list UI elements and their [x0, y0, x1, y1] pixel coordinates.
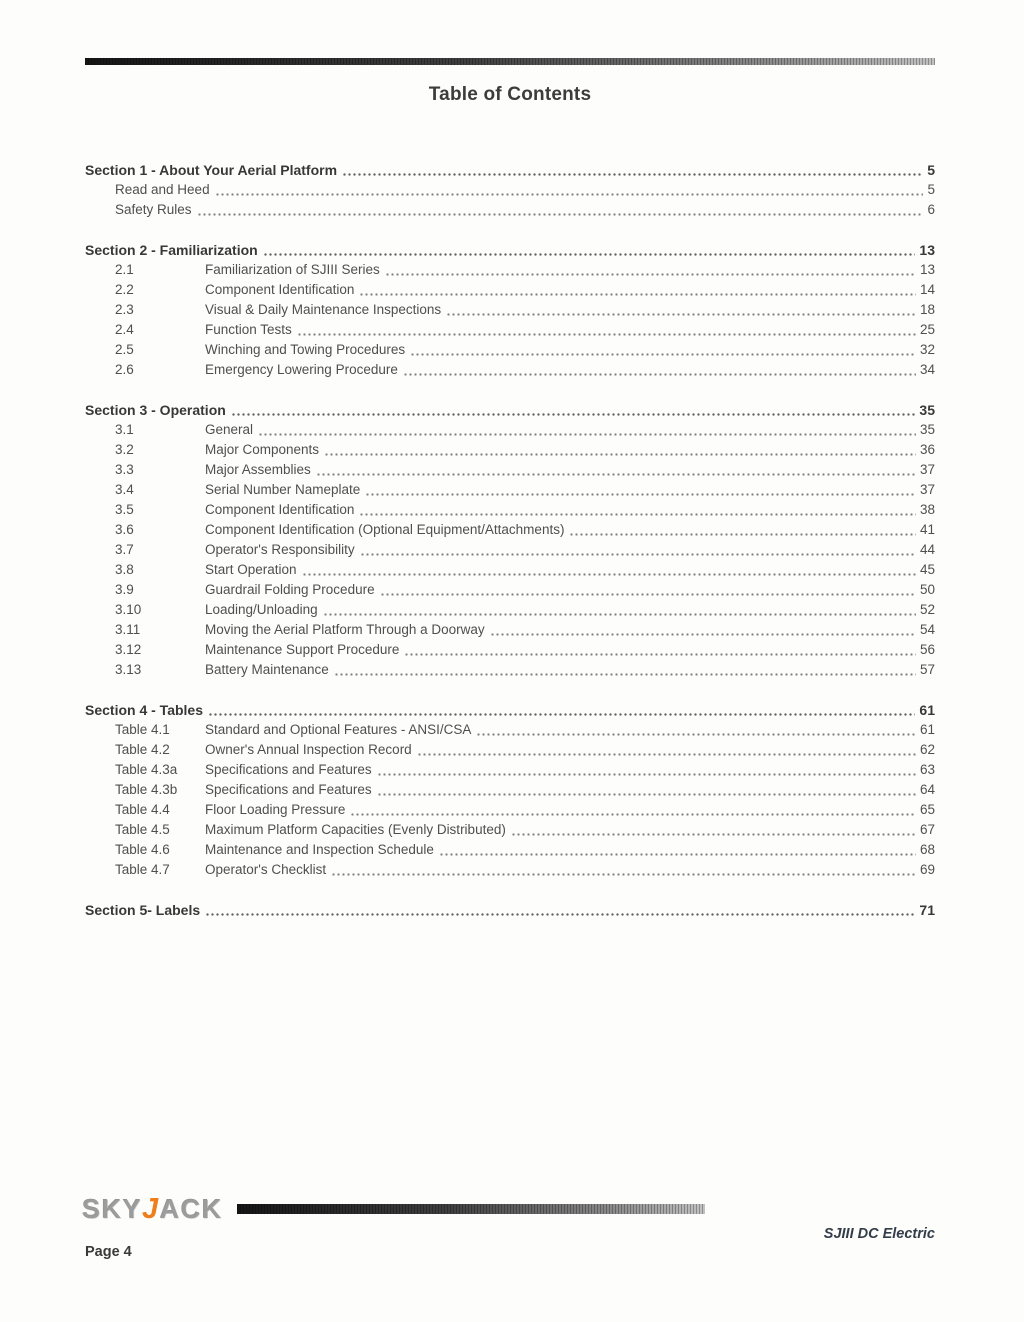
toc-entry-page: 37 [919, 482, 935, 497]
toc-entry-page: 67 [919, 822, 935, 837]
dot-leader [331, 871, 916, 877]
dot-leader [410, 351, 916, 357]
toc-entry [85, 320, 935, 340]
dot-leader [365, 491, 916, 497]
toc-entry-label: Operator's Checklist [205, 862, 327, 877]
toc-entry-label: Component Identification (Optional Equipment/Attachments) [205, 522, 565, 537]
toc-entry [85, 660, 935, 680]
toc-entry-page: 69 [919, 862, 935, 877]
dot-leader [569, 531, 916, 537]
toc-entry [85, 300, 935, 320]
dot-leader [377, 771, 916, 777]
top-divider [85, 58, 935, 65]
toc-entry-page: 62 [919, 742, 935, 757]
toc-entry-label: Emergency Lowering Procedure [205, 362, 398, 377]
page-title: Table of Contents [428, 84, 592, 105]
dot-leader [258, 431, 916, 437]
toc-entry-page: 32 [919, 342, 935, 357]
dot-leader [385, 271, 916, 277]
page-number-label: Page 4 [85, 1244, 132, 1260]
toc-heading-label: Section 4 - Tables [85, 702, 203, 718]
toc-entry [85, 360, 935, 380]
toc-entry-number: 3.3 [115, 462, 134, 477]
table-of-contents [85, 160, 935, 920]
toc-section [85, 400, 935, 680]
toc-entry-number: 2.6 [115, 362, 134, 377]
toc-entry [85, 200, 935, 220]
toc-entry [85, 620, 935, 640]
toc-entry-label: Moving the Aerial Platform Through a Doorway [205, 622, 485, 637]
toc-section-heading [85, 400, 935, 420]
skyjack-logo [82, 1194, 223, 1224]
toc-entry-number: 3.9 [115, 582, 134, 597]
toc-entry [85, 820, 935, 840]
toc-heading-page: 5 [927, 162, 935, 178]
dot-leader [323, 611, 916, 617]
toc-entry [85, 340, 935, 360]
toc-entry-label: Specifications and Features [205, 762, 372, 777]
toc-entry-number: 3.6 [115, 522, 134, 537]
toc-entry-label: Start Operation [205, 562, 297, 577]
toc-entry-page: 64 [919, 782, 935, 797]
toc-entry-page: 65 [919, 802, 935, 817]
toc-entry [85, 640, 935, 660]
dot-leader [359, 511, 916, 517]
toc-heading-label: Section 3 - Operation [85, 402, 226, 418]
dot-leader [417, 751, 916, 757]
dot-leader [359, 291, 916, 297]
toc-entry-page: 57 [919, 662, 935, 677]
toc-entry [85, 760, 935, 780]
toc-entry [85, 560, 935, 580]
toc-section-heading [85, 240, 935, 260]
toc-entry [85, 540, 935, 560]
logo-text-sky: SKY [82, 1194, 143, 1224]
toc-entry-label: Standard and Optional Features - ANSI/CSA [205, 722, 472, 737]
toc-entry-label: Floor Loading Pressure [205, 802, 346, 817]
toc-entry-label: General [205, 422, 254, 437]
toc-section-heading [85, 900, 935, 920]
toc-entry-label: Major Assemblies [205, 462, 311, 477]
toc-entry-label: Function Tests [205, 322, 292, 337]
toc-entry-number: Table 4.1 [115, 722, 170, 737]
toc-entry [85, 720, 935, 740]
toc-entry-label: Battery Maintenance [205, 662, 329, 677]
toc-entry-number: 2.1 [115, 262, 134, 277]
toc-entry [85, 480, 935, 500]
dot-leader [476, 731, 916, 737]
toc-entry-page: 5 [927, 182, 935, 197]
dot-leader [342, 171, 923, 177]
toc-section [85, 160, 935, 220]
dot-leader [263, 251, 916, 257]
toc-entry [85, 580, 935, 600]
toc-entry [85, 740, 935, 760]
toc-entry-label: Specifications and Features [205, 782, 372, 797]
toc-heading-page: 71 [919, 902, 935, 918]
dot-leader [511, 831, 916, 837]
toc-entry [85, 520, 935, 540]
toc-entry-number: 3.13 [115, 662, 142, 677]
toc-entry-label: Operator's Responsibility [205, 542, 355, 557]
toc-entry-page: 44 [919, 542, 935, 557]
toc-entry-label: Winching and Towing Procedures [205, 342, 406, 357]
toc-entry [85, 460, 935, 480]
toc-entry-label: Component Identification [205, 282, 355, 297]
toc-entry-label: Safety Rules [115, 202, 192, 217]
toc-entry-page: 34 [919, 362, 935, 377]
dot-leader [208, 711, 915, 717]
toc-entry-number: Table 4.6 [115, 842, 170, 857]
logo-accent-j: J [142, 1193, 160, 1225]
toc-entry [85, 600, 935, 620]
toc-entry-number: Table 4.4 [115, 802, 170, 817]
toc-entry-number: 3.11 [115, 622, 141, 637]
toc-entry-label: Maximum Platform Capacities (Evenly Distributed) [205, 822, 506, 837]
toc-entry-label: Read and Heed [115, 182, 210, 197]
toc-entry-label: Serial Number Nameplate [205, 482, 361, 497]
toc-entry-number: 3.7 [115, 542, 134, 557]
toc-heading-label: Section 5- Labels [85, 902, 201, 918]
toc-entry-label: Familiarization of SJIII Series [205, 262, 380, 277]
toc-entry-label: Owner's Annual Inspection Record [205, 742, 412, 757]
dot-leader [380, 591, 916, 597]
dot-leader [360, 551, 916, 557]
dot-leader [377, 791, 916, 797]
dot-leader [446, 311, 916, 317]
toc-entry [85, 500, 935, 520]
toc-entry-page: 63 [919, 762, 935, 777]
toc-section [85, 900, 935, 920]
toc-entry [85, 260, 935, 280]
toc-entry [85, 440, 935, 460]
logo-text-ack: ACK [159, 1194, 223, 1224]
toc-entry-number: Table 4.2 [115, 742, 170, 757]
toc-entry-number: 3.12 [115, 642, 142, 657]
toc-entry-label: Guardrail Folding Procedure [205, 582, 375, 597]
toc-entry-page: 38 [919, 502, 935, 517]
dot-leader [439, 851, 916, 857]
model-label: SJIII DC Electric [823, 1226, 935, 1242]
dot-leader [316, 471, 916, 477]
toc-entry-number: 2.3 [115, 302, 134, 317]
toc-entry-page: 52 [919, 602, 935, 617]
toc-section-heading [85, 160, 935, 180]
toc-entry-number: 3.5 [115, 502, 134, 517]
toc-entry [85, 280, 935, 300]
page-footer [82, 1194, 935, 1224]
toc-entry-page: 61 [919, 722, 935, 737]
toc-entry-page: 35 [919, 422, 935, 437]
toc-entry-number: 3.1 [115, 422, 134, 437]
dot-leader [297, 331, 916, 337]
dot-leader [334, 671, 916, 677]
dot-leader [302, 571, 916, 577]
toc-entry-number: Table 4.3b [115, 782, 178, 797]
toc-entry-label: Loading/Unloading [205, 602, 318, 617]
toc-entry-label: Major Components [205, 442, 320, 457]
dot-leader [490, 631, 916, 637]
toc-entry-number: 3.10 [115, 602, 142, 617]
toc-entry [85, 860, 935, 880]
toc-section-heading [85, 700, 935, 720]
toc-entry-page: 36 [919, 442, 935, 457]
toc-heading-label: Section 1 - About Your Aerial Platform [85, 162, 338, 178]
toc-entry-number: 2.4 [115, 322, 134, 337]
dot-leader [215, 191, 924, 197]
toc-entry-label: Component Identification [205, 502, 355, 517]
toc-section [85, 240, 935, 380]
toc-entry-page: 37 [919, 462, 935, 477]
toc-entry-page: 18 [919, 302, 935, 317]
toc-heading-page: 13 [919, 242, 935, 258]
dot-leader [324, 451, 916, 457]
toc-entry-page: 13 [919, 262, 935, 277]
dot-leader [404, 651, 916, 657]
dot-leader [231, 411, 916, 417]
toc-entry-number: 3.8 [115, 562, 134, 577]
toc-heading-page: 35 [919, 402, 935, 418]
dot-leader [205, 911, 915, 917]
toc-entry-number: Table 4.7 [115, 862, 170, 877]
dot-leader [403, 371, 916, 377]
toc-entry-number: 2.2 [115, 282, 134, 297]
toc-entry-label: Visual & Daily Maintenance Inspections [205, 302, 442, 317]
toc-heading-page: 61 [919, 702, 935, 718]
toc-entry [85, 840, 935, 860]
toc-entry [85, 780, 935, 800]
toc-entry-label: Maintenance Support Procedure [205, 642, 400, 657]
toc-entry-page: 14 [919, 282, 935, 297]
toc-entry-page: 54 [919, 622, 935, 637]
toc-heading-label: Section 2 - Familiarization [85, 242, 258, 258]
toc-entry-page: 25 [919, 322, 935, 337]
toc-entry-number: 3.4 [115, 482, 134, 497]
toc-entry-page: 68 [919, 842, 935, 857]
toc-entry-page: 6 [927, 202, 935, 217]
toc-section [85, 700, 935, 880]
toc-entry-page: 50 [919, 582, 935, 597]
toc-entry [85, 420, 935, 440]
toc-entry-number: Table 4.3a [115, 762, 178, 777]
toc-entry-number: Table 4.5 [115, 822, 170, 837]
toc-entry-label: Maintenance and Inspection Schedule [205, 842, 434, 857]
toc-entry-page: 45 [919, 562, 935, 577]
toc-entry-number: 3.2 [115, 442, 134, 457]
dot-leader [350, 811, 916, 817]
toc-entry-number: 2.5 [115, 342, 134, 357]
dot-leader [197, 211, 924, 217]
toc-entry-page: 41 [919, 522, 935, 537]
footer-divider [237, 1204, 705, 1214]
toc-entry [85, 180, 935, 200]
toc-entry-page: 56 [919, 642, 935, 657]
toc-entry [85, 800, 935, 820]
